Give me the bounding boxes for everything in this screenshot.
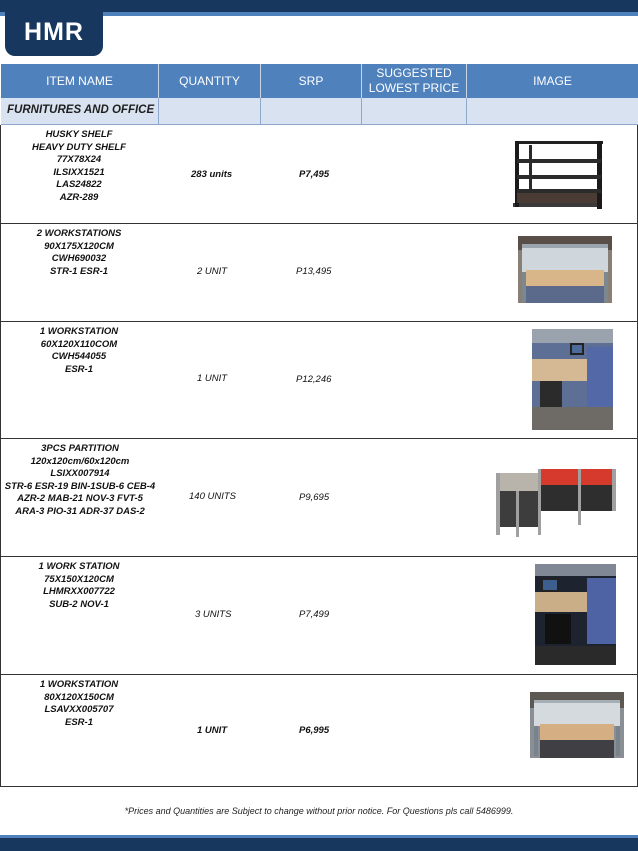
section-cell — [1, 98, 159, 125]
two-workstations-image — [518, 236, 612, 303]
srp-cell: P9,695 — [299, 492, 330, 503]
table-row — [1, 125, 637, 224]
workstation-image — [532, 329, 613, 430]
header-suggested-lowest-price: SUGGESTED LOWEST PRICE — [362, 64, 467, 98]
item-description: 2 WORKSTATIONS 90X175X120CM CWH690032 STR-1 ESR-1 — [36, 228, 122, 277]
header-item-name: ITEM NAME — [1, 64, 159, 98]
logo-text: HMR — [24, 17, 84, 46]
header-srp: SRP — [261, 64, 362, 98]
srp-cell: P7,495 — [299, 169, 330, 180]
bottom-banner — [0, 835, 638, 851]
header-quantity: QUANTITY — [159, 64, 261, 98]
partition-image — [494, 467, 618, 543]
srp-cell: P6,995 — [299, 725, 330, 736]
srp-cell: P12,246 — [296, 374, 332, 385]
item-description: 3PCS PARTITION 120x120cm/60x120cm LSIXX007914 STR-6 ESR-19 BIN-1SUB-6 CEB-4 AZR-2 MAB-21 NOV-3 FVT-5 ARA-3 PIO-31 ADR-37 DAS-2 — [4, 443, 156, 517]
table-row — [1, 557, 637, 675]
quantity-cell: 140 UNITS — [189, 491, 236, 502]
quantity-cell: 1 UNIT — [197, 373, 228, 384]
table-row — [1, 224, 637, 322]
workstation-image — [530, 692, 624, 758]
item-description: 1 WORKSTATION 60X120X110COM CWH544055 ESR-1 — [39, 326, 119, 375]
table-row — [1, 675, 637, 787]
quantity-cell: 1 UNIT — [197, 725, 228, 736]
table-row — [1, 439, 637, 557]
quantity-cell: 3 UNITS — [195, 609, 232, 620]
table-row — [1, 322, 637, 439]
hmr-logo — [5, 8, 103, 56]
item-description: 1 WORKSTATION 80X120X150CM LSAVXX005707 ESR-1 — [39, 679, 119, 728]
workstation-image — [535, 564, 616, 665]
item-description: HUSKY SHELF HEAVY DUTY SHELF 77X78X24 ILSIXX1521 LAS24822 AZR-289 — [32, 129, 126, 203]
srp-cell: P7,499 — [299, 609, 330, 620]
quantity-cell: 2 UNIT — [197, 266, 228, 277]
header-image: IMAGE — [467, 64, 638, 98]
quantity-cell: 283 units — [191, 169, 233, 180]
heavy-duty-shelf-image — [511, 137, 605, 213]
item-description: 1 WORK STATION 75X150X120CM LHMRXX007722 SUB-2 NOV-1 — [38, 561, 120, 610]
footer-note: *Prices and Quantities are Subject to change without prior notice. For Questions pls call 5486999. — [124, 806, 514, 816]
section-label: FURNITURES AND OFFICE — [7, 104, 155, 116]
srp-cell: P13,495 — [296, 266, 332, 277]
